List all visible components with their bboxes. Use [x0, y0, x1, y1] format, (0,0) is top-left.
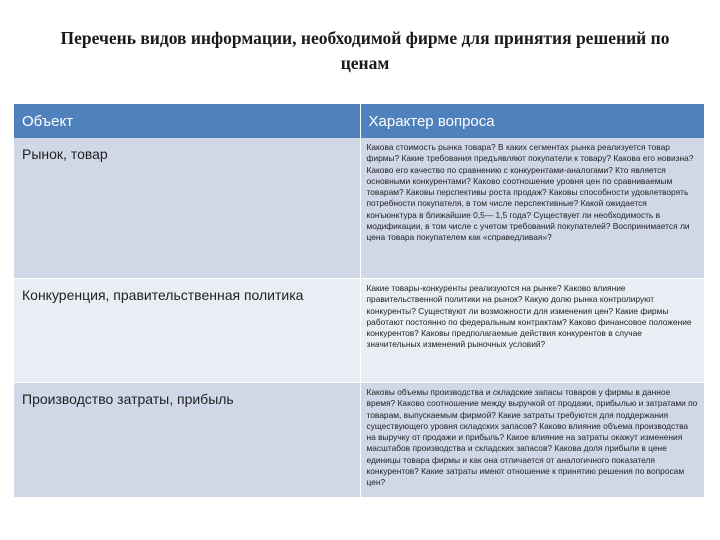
- info-table: [14, 104, 705, 498]
- column-header-object: Объект: [14, 104, 360, 138]
- object-cell: Производство затраты, прибыль: [14, 383, 360, 498]
- table-header-row: [14, 104, 704, 138]
- table-row: [14, 279, 704, 383]
- table-row: [14, 138, 704, 279]
- object-cell: Конкуренция, правительственная политика: [14, 279, 360, 383]
- question-cell: Какие товары-конкуренты реализуются на рынке? Каково влияние правительственной политики на рынок? Какую долю рынка контролируют конкуренты? Существуют ли возможности для изменения цен? Какие фирмы работают постоянно по федеральным контрактам? Каково финансовое положение конкурентов? Каковы предполагаемые действия конкурентов в случае значительных изменений рыночных условий?: [360, 279, 704, 383]
- question-cell: Каковы объемы производства и складские запасы товаров у фирмы в данное время? Каково соотношение между выручкой от продажи, прибылью и затратами по товарам, выпускаемым фирмой? Какие затраты требуются для поддержания существующего уровня складских запасов? Каково влияние объема производства на выручку от продажи и прибыль? Какое влияние на затраты окажут изменения масштабов производства и складских запасов? Какова доля прибыли в цене единицы товара фирмы и как она отличается от аналогичного показателя конкурентов? Какие затраты имеют отношение к принятию решения по вопросам цен?: [360, 383, 704, 498]
- object-cell: Рынок, товар: [14, 138, 360, 279]
- page-title: Перечень видов информации, необходимой фирме для принятия решений по ценам: [60, 28, 670, 73]
- question-cell: Какова стоимость рынка товара? В каких сегментах рынка реализуется товар фирмы? Какие требования предъявляют покупатели к товару? Какова его новизна? Каково его качество по сравнению с конкурентами-аналогами? Кто является основными конкурентами? Каково соотношение уровня цен по сравниваемым товарам? Каковы перспективы роста продаж? Каковы способности удовлетворять потребности покупателя, в том числе перспективные? Какой ожидается конъюнктура в ближайшие 0,5— 1,5 года? Существует ли необходимость в модификации, в том числе с учетом требований покупателей? Воспринимается ли цена товара покупателем как «справедливая»?: [360, 138, 704, 279]
- table-row: [14, 383, 704, 498]
- column-header-question: Характер вопроса: [360, 104, 704, 138]
